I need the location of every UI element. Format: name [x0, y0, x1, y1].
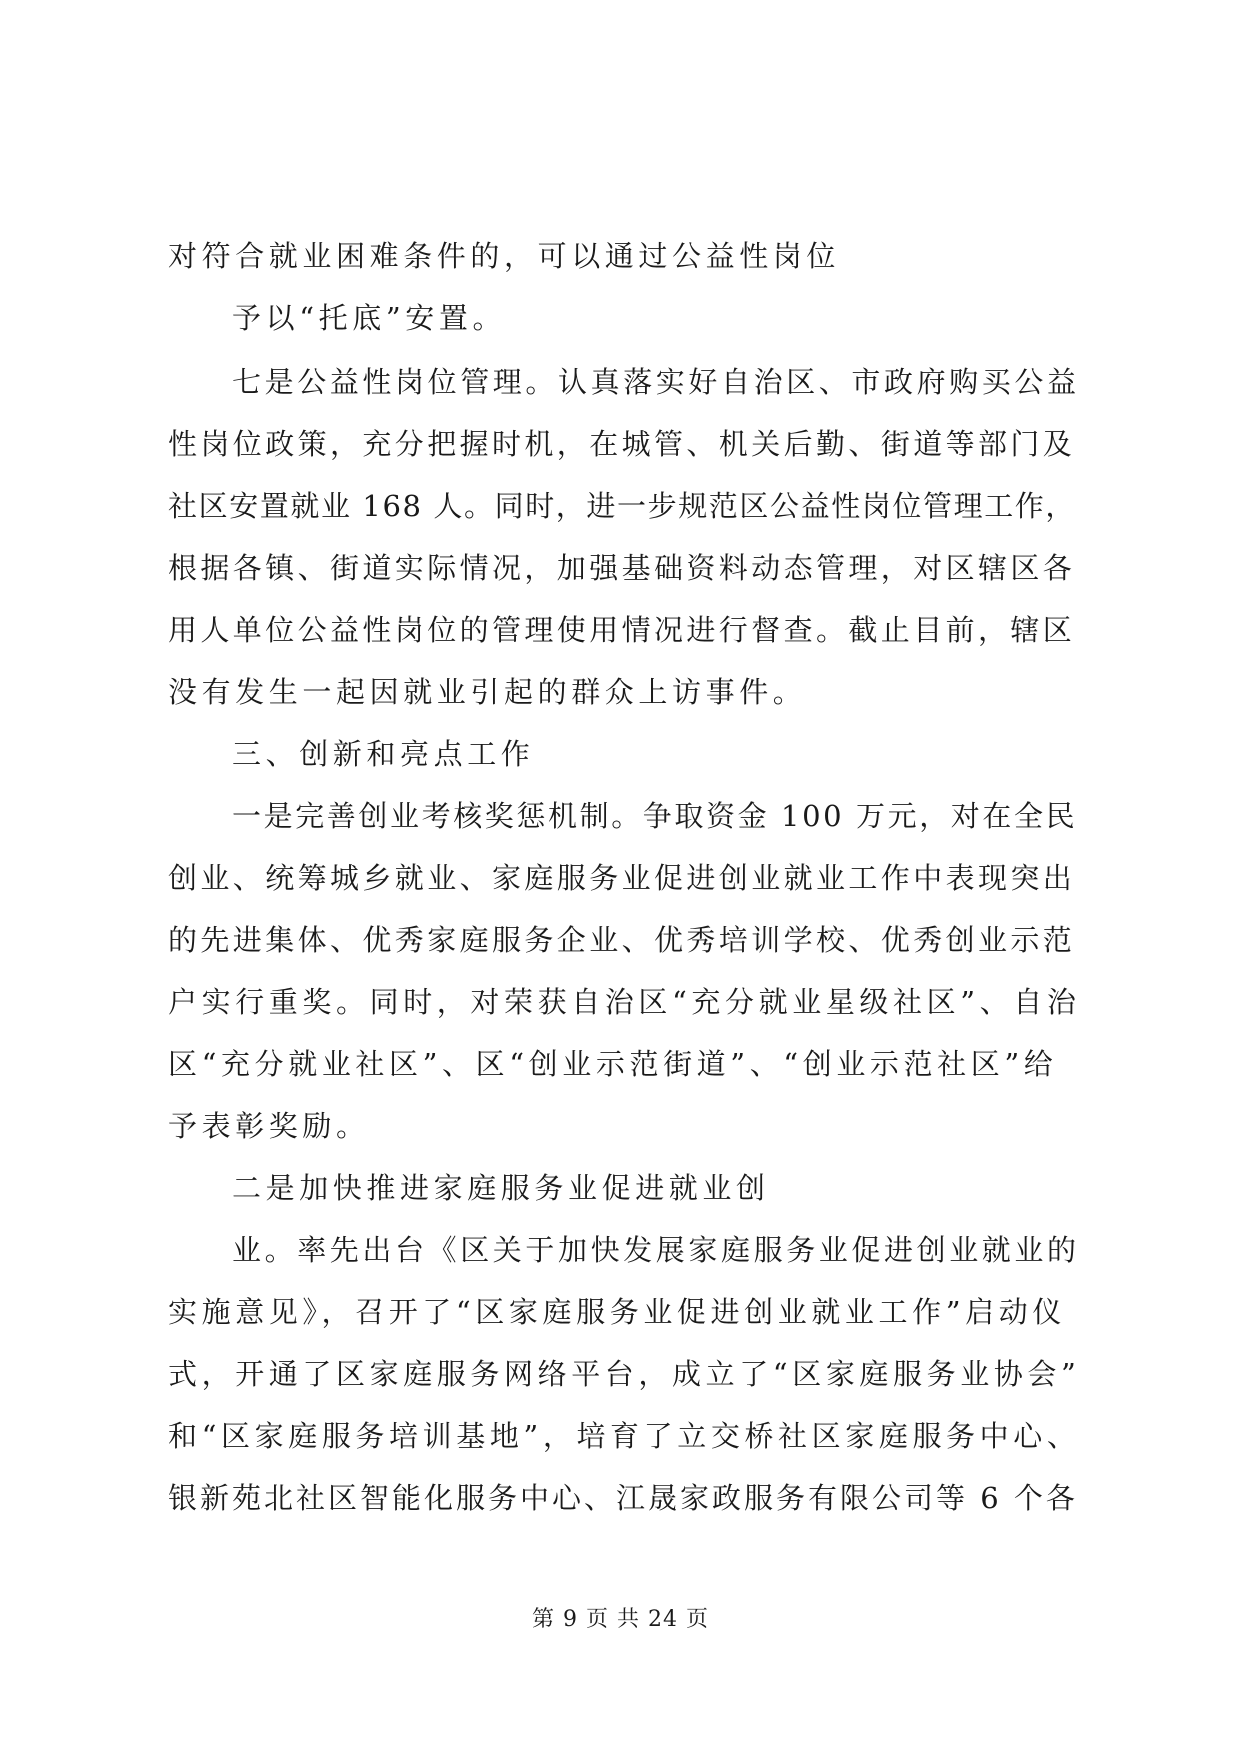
paragraph-line: 对符合就业困难条件的，可以通过公益性岗位: [168, 239, 841, 273]
paragraph-line: 户实行重奖。同时，对荣获自治区“充分就业星级社区”、自治: [168, 985, 1081, 1019]
paragraph-line: 根据各镇、街道实际情况，加强基础资料动态管理，对区辖区各: [168, 551, 1076, 585]
paragraph-line: 银新苑北社区智能化服务中心、江晟家政服务有限公司等 6 个各: [168, 1481, 1078, 1515]
paragraph-line: 一是完善创业考核奖惩机制。争取资金 100 万元，对在全民: [232, 799, 1078, 833]
paragraph-line: 没有发生一起因就业引起的群众上访事件。: [168, 675, 807, 709]
paragraph-line: 七是公益性岗位管理。认真落实好自治区、市政府购买公益: [232, 365, 1080, 399]
paragraph-line: 创业、统筹城乡就业、家庭服务业促进创业就业工作中表现突出: [168, 861, 1076, 895]
paragraph-line: 二是加快推进家庭服务业促进就业创: [232, 1171, 770, 1205]
paragraph-line: 业。率先出台《区关于加快发展家庭服务业促进创业就业的: [232, 1233, 1080, 1267]
paragraph-line: 用人单位公益性岗位的管理使用情况进行督查。截止目前，辖区: [168, 613, 1076, 647]
paragraph-line: 区“充分就业社区”、区“创业示范街道”、“创业示范社区”给: [168, 1047, 1058, 1081]
page-footer: 第 9 页 共 24 页: [532, 1607, 709, 1632]
section-heading: 三、创新和亮点工作: [232, 737, 535, 771]
paragraph-line: 和“区家庭服务培训基地”，培育了立交桥社区家庭服务中心、: [168, 1419, 1081, 1453]
paragraph-line: 予以“托底”安置。: [232, 301, 507, 335]
paragraph-line: 予表彰奖励。: [168, 1109, 370, 1143]
paragraph-line: 式，开通了区家庭服务网络平台，成立了“区家庭服务业协会”: [168, 1357, 1081, 1391]
paragraph-line: 实施意见》，召开了“区家庭服务业促进创业就业工作”启动仪: [168, 1295, 1066, 1329]
paragraph-line: 社区安置就业 168 人。同时，进一步规范区公益性岗位管理工作，: [168, 489, 1076, 523]
paragraph-line: 的先进集体、优秀家庭服务企业、优秀培训学校、优秀创业示范: [168, 923, 1076, 957]
paragraph-line: 性岗位政策，充分把握时机，在城管、机关后勤、街道等部门及: [168, 427, 1076, 461]
